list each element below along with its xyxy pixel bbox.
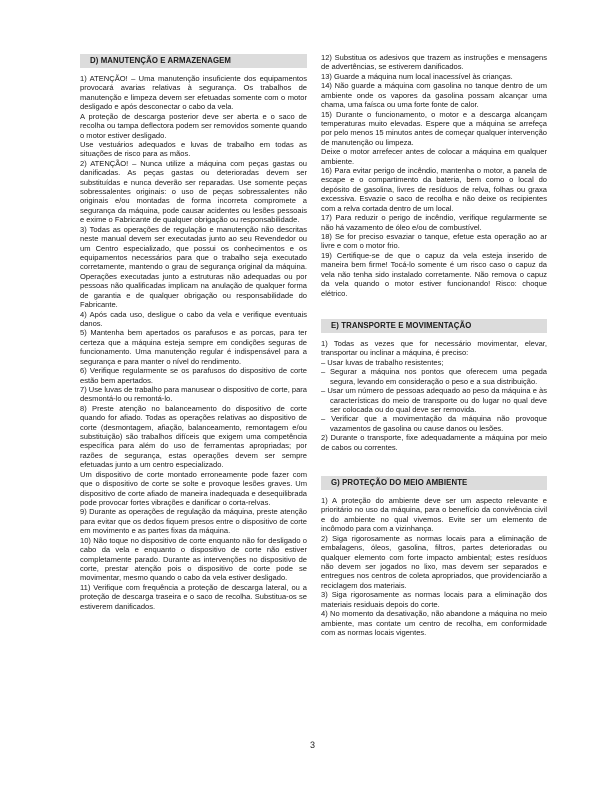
paragraph: 14) Não guarde a máquina com gasolina no tanque dentro de um ambiente onde os vapores da gasolina possam alcançar uma chama, uma faísca ou uma forte fonte de calor.: [321, 81, 547, 110]
section-heading-maintenance: D) MANUTENÇÃO E ARMAZENAGEM: [80, 54, 307, 68]
paragraph: 7) Use luvas de trabalho para manusear o dispositivo de corte, para desmontá-lo ou remontá-lo.: [80, 384, 307, 404]
paragraph: 5) Mantenha bem apertados os parafusos e as porcas, para ter certeza que a máquina esteja sempre em condições seguras de funcionamento. Uma manutenção regular é indispensável para a segurança e para manter o nível do rendimento.: [80, 328, 307, 366]
paragraph: 1) A proteção do ambiente deve ser um aspecto relevante e prioritário no uso da máquina, para o benefício da convivência civil e do ambiente no qual vivemos. Evite ser um elemento de incômodo para com a vizinhança.: [321, 496, 547, 534]
spacer: [321, 452, 547, 476]
list-item: – Segurar a máquina nos pontos que oferecem uma pegada segura, levando em consideração o peso e a sua distribuição.: [321, 367, 547, 386]
paragraph: 2) ATENÇÃO! – Nunca utilize a máquina com peças gastas ou danificadas. As peças gastas ou deterioradas devem ser substituídas e nunca deverão ser reparadas. Use somente peças sobressalentes originais: o uso de peças sobressalentes não originais e/ou montadas de forma incorreta compromete a segurança da máquina, pode causar acidentes ou lesões pessoais e exime o Fabricante de qualquer obrigação ou responsabilidade.: [80, 158, 307, 225]
paragraph: 9) Durante as operações de regulação da máquina, preste atenção para evitar que os dedos fiquem presos entre o dispositivo de corte em movimento e as partes fixas da máquina.: [80, 507, 307, 536]
paragraph: 2) Durante o transporte, fixe adequadamente a máquina por meio de cabos ou correntes.: [321, 433, 547, 452]
section-heading-environment: G) PROTEÇÃO DO MEIO AMBIENTE: [321, 476, 547, 490]
right-column: [321, 53, 547, 637]
page-number: 3: [310, 740, 316, 750]
paragraph: 17) Para reduzir o perigo de incêndio, verifique regularmente se não há vazamento de óleo e/ou de combustível.: [321, 213, 547, 232]
paragraph: 4) No momento da desativação, não abandone a máquina no meio ambiente, mas contate um centro de recolha, em conformidade com as normas locais vigentes.: [321, 609, 547, 637]
paragraph: 1) Todas as vezes que for necessário movimentar, elevar, transportar ou inclinar a máquina, é preciso:: [321, 338, 547, 358]
paragraph: 4) Após cada uso, desligue o cabo da vela e verifique eventuais danos.: [80, 309, 307, 328]
paragraph: A proteção de descarga posterior deve ser aberta e o saco de recolha ou tampa deflectora podem ser removidos somente quando o motor estiver desligado.: [80, 111, 307, 140]
paragraph: Um dispositivo de corte montado erroneamente pode fazer com que o dispositivo de corte se solte e provoque lesões graves. Um dispositivo de corte afiado de maneira inadequada e desequilibrada pode provocar fortes vibrações e danificar o corta-relvas.: [80, 469, 307, 507]
paragraph: 10) Não toque no dispositivo de corte enquanto não for desligado o cabo da vela e enquanto o dispositivo de corte não estiver completamente parado. Durante as intervenções no dispositivo de corte, prestar atenção pois o dispositivo de corte pode se movimentar, mesmo quando o cabo da vela estiver desligado.: [80, 535, 307, 583]
paragraph: 1) ATENÇÃO! – Uma manutenção insuficiente dos equipamentos provocará avarias relativas à segurança. Os trabalhos de manutenção e limpeza devem ser efetuadas somente com o motor desligado e após desconectar o cabo da vela.: [80, 74, 307, 112]
paragraph: 6) Verifique regularmente se os parafusos do dispositivo de corte estão bem apertados.: [80, 366, 307, 385]
paragraph: 11) Verifique com frequência a proteção de descarga lateral, ou a proteção de descarga traseira e o saco de recolha. Substitua-os se estiverem danificados.: [80, 582, 307, 611]
paragraph: 12) Substitua os adesivos que trazem as instruções e mensagens de advertências, se estiverem danificados.: [321, 53, 547, 72]
paragraph: 19) Certifique-se de que o capuz da vela esteja inserido de maneira bem firme! Tocá-lo somente é um risco caso o capuz da vela não tenha sido instalado corretamente. Não remova o capuz da vela quando o motor estiver funcionando! Risco: choque elétrico.: [321, 250, 547, 298]
list-item: – Usar luvas de trabalho resistentes;: [321, 357, 444, 367]
paragraph: 3) Todas as operações de regulação e manutenção não descritas neste manual devem ser executadas junto ao seu Revendedor ou um Centro especializado, que possui os conhecimentos e os equipamentos necessários para que o trabalho seja executado corretamente, mantendo o grau de segurança original da máquina. Operações executadas junto a estruturas não adequadas ou por pessoas não qualificadas implicam na anulação de qualquer forma de garantia e de qualquer obrigação ou responsabilidade do Fabricante.: [80, 224, 307, 310]
paragraph: 13) Guarde a máquina num local inacessível às crianças.: [321, 71, 513, 81]
paragraph: 15) Durante o funcionamento, o motor e a descarga alcançam temperaturas muito elevadas. Espere que a máquina se arrefeça por pelo menos 15 minutos antes de começar qualquer intervenção de manutenção ou limpeza.: [321, 109, 547, 147]
paragraph: Deixe o motor arrefecer antes de colocar a máquina em qualquer ambiente.: [321, 147, 547, 166]
paragraph: 2) Siga rigorosamente as normas locais para a eliminação de embalagens, óleos, gasolina, filtros, partes deterioradas ou qualquer elemento com forte impacto ambiental; estes resíduos não devem ser jogados no lixo, mas devem ser separados e entregues nos centros de coleta apropriados, que providenciarão a reciclagem dos materiais.: [321, 533, 547, 590]
paragraph: 8) Preste atenção no balanceamento do dispositivo de corte quando for afiado. Todas as operações relativas ao dispositivo de corte (desmontagem, afiação, balanceamento, remontagem e/ou substituição) são trabalhos difíceis que exigem uma competência específica para além do uso de ferramentas apropriadas; por razões de segurança, estas operações devem ser sempre efetuadas junto a um centro especializado.: [80, 403, 307, 470]
paragraph: 16) Para evitar perigo de incêndio, mantenha o motor, a panela de escape e o compartimento da bateria, bem como o local do depósito de gasolina, livres de resíduos de relva, folhas ou graxa excessiva. Esvazie o saco de recolha e não deixe os recipientes com a relva cortada dentro de um local.: [321, 166, 547, 213]
list-item: – Usar um número de pessoas adequado ao peso da máquina e às características do meio de transporte ou do lugar no qual deve ser colocada ou do qual deve ser removida.: [321, 386, 547, 414]
paragraph: Use vestuários adequados e luvas de trabalho em todas as situações de risco para as mãos.: [80, 139, 307, 159]
left-column: [80, 54, 307, 611]
section-heading-transport: E) TRANSPORTE E MOVIMENTAÇÃO: [321, 319, 547, 333]
spacer: [321, 298, 547, 319]
list-item: – Verificar que a movimentação da máquina não provoque vazamentos de gasolina ou cause danos ou lesões.: [321, 414, 547, 433]
paragraph: 18) Se for preciso esvaziar o tanque, efetue esta operação ao ar livre e com o motor frio.: [321, 232, 547, 251]
paragraph: 3) Siga rigorosamente as normas locais para a eliminação dos materiais residuais depois do corte.: [321, 590, 547, 609]
